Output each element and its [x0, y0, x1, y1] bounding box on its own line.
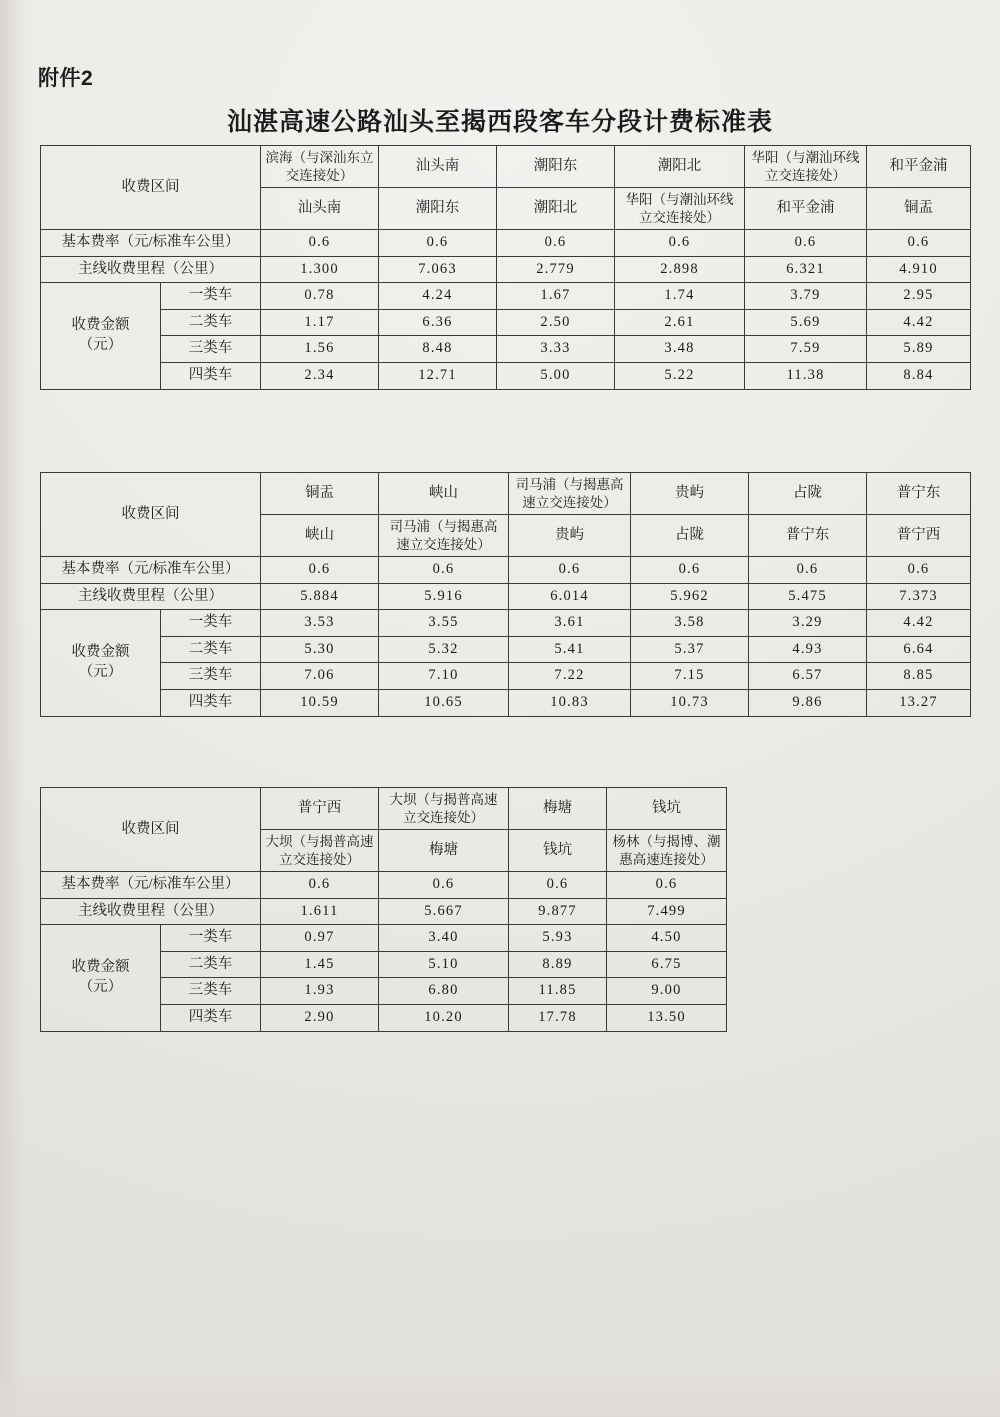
mileage-4: 2.898	[615, 256, 745, 283]
amount-c1-1: 3.53	[261, 610, 379, 637]
amount-c2-3: 8.89	[509, 951, 607, 978]
table-row-base-rate	[41, 872, 727, 899]
amount-c2-5: 4.93	[749, 636, 867, 663]
amount-label-line1: 收费金额	[71, 959, 130, 976]
station-from-4: 潮阳北	[615, 146, 745, 188]
amount-c4-3: 5.00	[497, 363, 615, 390]
mileage-label: 主线收费里程（公里）	[41, 583, 261, 610]
station-to-3: 潮阳北	[497, 188, 615, 230]
amount-c3-5: 7.59	[745, 336, 867, 363]
table-row-amount-class4	[41, 690, 971, 717]
vehicle-class-2: 二类车	[161, 636, 261, 663]
mileage-1: 5.884	[261, 583, 379, 610]
mileage-6: 4.910	[867, 256, 971, 283]
station-from-1: 铜盂	[261, 473, 379, 515]
station-from-1: 普宁西	[261, 788, 379, 830]
vehicle-class-2: 二类车	[161, 309, 261, 336]
amount-label-line1: 收费金额	[71, 644, 130, 661]
amount-c4-1: 2.90	[261, 1005, 379, 1032]
amount-c2-2: 5.10	[379, 951, 509, 978]
vehicle-class-4: 四类车	[161, 363, 261, 390]
station-to-1: 峡山	[261, 515, 379, 557]
amount-c3-4: 9.00	[607, 978, 727, 1005]
vehicle-class-4: 四类车	[161, 1005, 261, 1032]
amount-c3-2: 7.10	[379, 663, 509, 690]
base-rate-6: 0.6	[867, 230, 971, 257]
amount-c4-3: 10.83	[509, 690, 631, 717]
table-row-amount-class3	[41, 336, 971, 363]
amount-c3-3: 3.33	[497, 336, 615, 363]
vehicle-class-3: 三类车	[161, 336, 261, 363]
amount-label-line1: 收费金额	[71, 317, 130, 334]
mileage-5: 6.321	[745, 256, 867, 283]
table-row-amount-class2	[41, 636, 971, 663]
station-from-3: 梅塘	[509, 788, 607, 830]
base-rate-1: 0.6	[261, 557, 379, 584]
amount-c1-4: 3.58	[631, 610, 749, 637]
mileage-1: 1.300	[261, 256, 379, 283]
table-row-mileage	[41, 256, 971, 283]
base-rate-label: 基本费率（元/标准车公里）	[41, 230, 261, 257]
page-title: 汕湛高速公路汕头至揭西段客车分段计费标准表	[226, 109, 773, 136]
station-from-3: 司马浦（与揭惠高速立交连接处）	[509, 473, 631, 515]
station-to-3: 钱坑	[509, 830, 607, 872]
base-rate-5: 0.6	[749, 557, 867, 584]
amount-c1-4: 4.50	[607, 925, 727, 952]
station-to-2: 梅塘	[379, 830, 509, 872]
vehicle-class-2: 二类车	[161, 951, 261, 978]
mileage-5: 5.475	[749, 583, 867, 610]
table-row-section-from	[41, 788, 727, 830]
table-row-section-from	[41, 473, 971, 515]
station-to-1: 汕头南	[261, 188, 379, 230]
table-row-base-rate	[41, 230, 971, 257]
station-to-5: 和平金浦	[745, 188, 867, 230]
amount-c3-3: 7.22	[509, 663, 631, 690]
amount-c3-1: 1.93	[261, 978, 379, 1005]
amount-c4-2: 10.65	[379, 690, 509, 717]
amount-c4-3: 17.78	[509, 1005, 607, 1032]
mileage-2: 5.916	[379, 583, 509, 610]
amount-c2-6: 4.42	[867, 309, 971, 336]
amount-c4-5: 11.38	[745, 363, 867, 390]
station-from-2: 大坝（与揭普高速立交连接处）	[379, 788, 509, 830]
amount-c2-2: 6.36	[379, 309, 497, 336]
mileage-1: 1.611	[261, 898, 379, 925]
base-rate-2: 0.6	[379, 557, 509, 584]
mileage-label: 主线收费里程（公里）	[41, 898, 261, 925]
table-row-mileage	[41, 898, 727, 925]
base-rate-6: 0.6	[867, 557, 971, 584]
station-to-3: 贵屿	[509, 515, 631, 557]
amount-c2-3: 5.41	[509, 636, 631, 663]
table-row-amount-class4	[41, 363, 971, 390]
amount-c4-2: 12.71	[379, 363, 497, 390]
station-to-1: 大坝（与揭普高速立交连接处）	[261, 830, 379, 872]
mileage-3: 2.779	[497, 256, 615, 283]
table-row-amount-class1	[41, 610, 971, 637]
amount-c1-1: 0.78	[261, 283, 379, 310]
amount-c1-1: 0.97	[261, 925, 379, 952]
attachment-label: 附件2	[38, 67, 94, 90]
amount-c3-1: 7.06	[261, 663, 379, 690]
amount-c1-2: 3.55	[379, 610, 509, 637]
fee-table-1	[40, 145, 971, 390]
station-from-6: 普宁东	[867, 473, 971, 515]
base-rate-3: 0.6	[497, 230, 615, 257]
base-rate-1: 0.6	[261, 872, 379, 899]
mileage-label: 主线收费里程（公里）	[41, 256, 261, 283]
amount-c1-4: 1.74	[615, 283, 745, 310]
base-rate-2: 0.6	[379, 872, 509, 899]
amount-c2-6: 6.64	[867, 636, 971, 663]
mileage-3: 9.877	[509, 898, 607, 925]
base-rate-label: 基本费率（元/标准车公里）	[41, 557, 261, 584]
station-from-1: 滨海（与深汕东立交连接处）	[261, 146, 379, 188]
fee-table-3	[40, 787, 727, 1032]
amount-c2-2: 5.32	[379, 636, 509, 663]
base-rate-4: 0.6	[607, 872, 727, 899]
amount-c1-3: 1.67	[497, 283, 615, 310]
station-from-4: 贵屿	[631, 473, 749, 515]
amount-c1-6: 2.95	[867, 283, 971, 310]
base-rate-4: 0.6	[615, 230, 745, 257]
amount-c3-4: 7.15	[631, 663, 749, 690]
amount-c4-1: 10.59	[261, 690, 379, 717]
base-rate-1: 0.6	[261, 230, 379, 257]
amount-c3-4: 3.48	[615, 336, 745, 363]
amount-c4-4: 10.73	[631, 690, 749, 717]
mileage-2: 7.063	[379, 256, 497, 283]
section-label: 收费区间	[41, 146, 261, 230]
vehicle-class-3: 三类车	[161, 663, 261, 690]
table-row-amount-class2	[41, 309, 971, 336]
station-from-3: 潮阳东	[497, 146, 615, 188]
station-to-6: 铜盂	[867, 188, 971, 230]
section-label: 收费区间	[41, 788, 261, 872]
amount-c3-2: 6.80	[379, 978, 509, 1005]
amount-c2-4: 6.75	[607, 951, 727, 978]
station-to-6: 普宁西	[867, 515, 971, 557]
vehicle-class-1: 一类车	[161, 610, 261, 637]
amount-label-line2: （元）	[78, 663, 123, 680]
table-row-amount-class3	[41, 663, 971, 690]
amount-label	[41, 925, 161, 1031]
amount-c3-6: 5.89	[867, 336, 971, 363]
amount-c2-4: 5.37	[631, 636, 749, 663]
vehicle-class-4: 四类车	[161, 690, 261, 717]
vehicle-class-3: 三类车	[161, 978, 261, 1005]
mileage-6: 7.373	[867, 583, 971, 610]
station-from-4: 钱坑	[607, 788, 727, 830]
vehicle-class-1: 一类车	[161, 925, 261, 952]
base-rate-3: 0.6	[509, 557, 631, 584]
mileage-4: 5.962	[631, 583, 749, 610]
amount-label	[41, 610, 161, 716]
amount-c1-6: 4.42	[867, 610, 971, 637]
amount-c2-3: 2.50	[497, 309, 615, 336]
station-from-2: 峡山	[379, 473, 509, 515]
mileage-4: 7.499	[607, 898, 727, 925]
amount-c2-1: 1.45	[261, 951, 379, 978]
station-from-6: 和平金浦	[867, 146, 971, 188]
station-from-5: 占陇	[749, 473, 867, 515]
amount-c3-6: 8.85	[867, 663, 971, 690]
base-rate-3: 0.6	[509, 872, 607, 899]
station-to-4: 杨林（与揭博、潮惠高速连接处）	[607, 830, 727, 872]
amount-c4-4: 5.22	[615, 363, 745, 390]
amount-c4-1: 2.34	[261, 363, 379, 390]
mileage-2: 5.667	[379, 898, 509, 925]
amount-c4-6: 8.84	[867, 363, 971, 390]
base-rate-4: 0.6	[631, 557, 749, 584]
amount-c3-5: 6.57	[749, 663, 867, 690]
amount-label-line2: （元）	[78, 336, 123, 353]
station-to-2: 潮阳东	[379, 188, 497, 230]
table-row-mileage	[41, 583, 971, 610]
station-to-2: 司马浦（与揭惠高速立交连接处）	[379, 515, 509, 557]
amount-c2-1: 1.17	[261, 309, 379, 336]
amount-c4-2: 10.20	[379, 1005, 509, 1032]
fee-table-2	[40, 472, 971, 717]
amount-c1-5: 3.29	[749, 610, 867, 637]
base-rate-label: 基本费率（元/标准车公里）	[41, 872, 261, 899]
station-to-4: 占陇	[631, 515, 749, 557]
table-row-amount-class1	[41, 925, 727, 952]
table-row-base-rate	[41, 557, 971, 584]
amount-c1-3: 5.93	[509, 925, 607, 952]
amount-c3-1: 1.56	[261, 336, 379, 363]
amount-label	[41, 283, 161, 389]
table-row-section-from	[41, 146, 971, 188]
amount-c3-2: 8.48	[379, 336, 497, 363]
amount-label-line2: （元）	[78, 978, 123, 995]
amount-c2-5: 5.69	[745, 309, 867, 336]
amount-c2-1: 5.30	[261, 636, 379, 663]
amount-c3-3: 11.85	[509, 978, 607, 1005]
station-to-5: 普宁东	[749, 515, 867, 557]
amount-c1-5: 3.79	[745, 283, 867, 310]
amount-c1-3: 3.61	[509, 610, 631, 637]
vehicle-class-1: 一类车	[161, 283, 261, 310]
amount-c4-6: 13.27	[867, 690, 971, 717]
base-rate-5: 0.6	[745, 230, 867, 257]
amount-c2-4: 2.61	[615, 309, 745, 336]
section-label: 收费区间	[41, 473, 261, 557]
amount-c4-4: 13.50	[607, 1005, 727, 1032]
amount-c4-5: 9.86	[749, 690, 867, 717]
station-from-2: 汕头南	[379, 146, 497, 188]
station-from-5: 华阳（与潮汕环线立交连接处）	[745, 146, 867, 188]
station-to-4: 华阳（与潮汕环线立交连接处）	[615, 188, 745, 230]
amount-c1-2: 3.40	[379, 925, 509, 952]
amount-c1-2: 4.24	[379, 283, 497, 310]
table-row-amount-class1	[41, 283, 971, 310]
mileage-3: 6.014	[509, 583, 631, 610]
base-rate-2: 0.6	[379, 230, 497, 257]
